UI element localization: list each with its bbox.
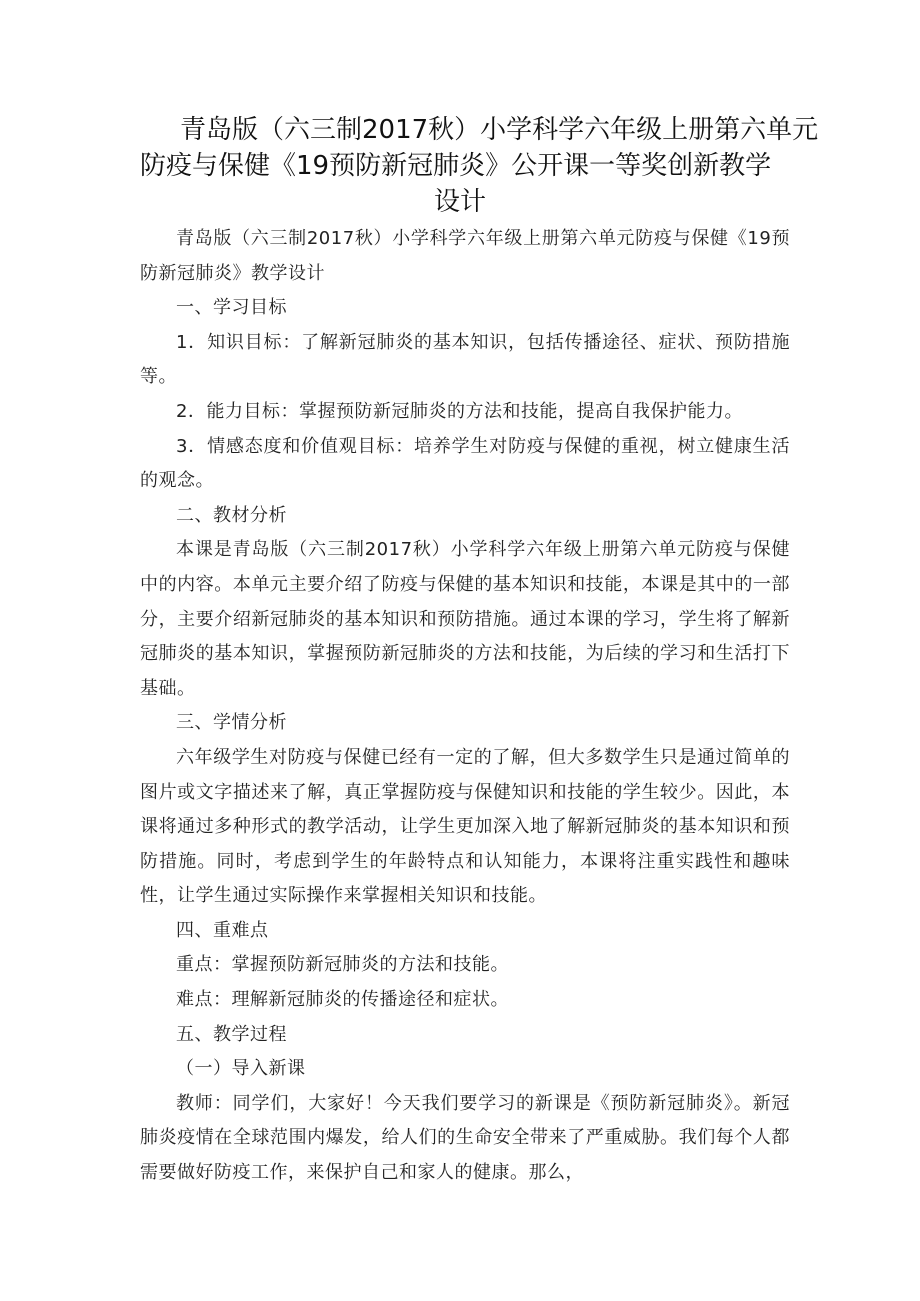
paragraph-teacher-speech: 教师：同学们，大家好！今天我们要学习的新课是《预防新冠肺炎》。新冠肺炎疫情在全球范围内爆发，给人们的生命安全带来了严重威胁。我们每个人都需要做好防疫工作，来保护自己和家人的健康。那么， — [140, 1092, 790, 1184]
section-heading-students: 三、学情分析 — [176, 712, 287, 734]
title-line-3: 设计 — [433, 187, 486, 217]
document-title — [140, 112, 819, 220]
section-heading-key-points: 四、重难点 — [176, 919, 269, 941]
paragraph-difficult-point: 难点：理解新冠肺炎的传播途径和症状。 — [176, 989, 509, 1011]
paragraph-intro: 青岛版（六三制2017秋）小学科学六年级上册第六单元防疫与保健《19预防新冠肺炎》教学设计 — [140, 228, 790, 284]
paragraph-key-point: 重点：掌握预防新冠肺炎的方法和技能。 — [176, 954, 509, 976]
title-line-1: 青岛版（六三制2017秋）小学科学六年级上册第六单元 — [180, 115, 819, 145]
paragraph-objective-attitude: 3．情感态度和价值观目标：培养学生对防疫与保健的重视，树立健康生活的观念。 — [140, 435, 790, 492]
section-heading-material: 二、教材分析 — [176, 504, 287, 526]
title-line-2: 防疫与保健《19预防新冠肺炎》公开课一等奖创新教学 — [140, 151, 772, 181]
section-heading-objectives: 一、学习目标 — [176, 297, 287, 319]
paragraph-students: 六年级学生对防疫与保健已经有一定的了解，但大多数学生只是通过简单的图片或文字描述来了解，真正掌握防疫与保健知识和技能的学生较少。因此，本课将通过多种形式的教学活动，让学生更加深入地了解新冠肺炎的基本知识和预防措施。同时，考虑到学生的年龄特点和认知能力，本课将注重实践性和趣味性，让学生通过实际操作来掌握相关知识和技能。 — [140, 746, 790, 907]
paragraph-objective-ability: 2．能力目标：掌握预防新冠肺炎的方法和技能，提高自我保护能力。 — [176, 400, 743, 422]
section-heading-process: 五、教学过程 — [176, 1023, 287, 1045]
document-body — [140, 222, 790, 1191]
subsection-heading-intro: （一）导入新课 — [176, 1058, 306, 1080]
paragraph-objective-knowledge: 1．知识目标：了解新冠肺炎的基本知识，包括传播途径、症状、预防措施等。 — [140, 331, 790, 388]
paragraph-material: 本课是青岛版（六三制2017秋）小学科学六年级上册第六单元防疫与保健中的内容。本单元主要介绍了防疫与保健的基本知识和技能，本课是其中的一部分，主要介绍新冠肺炎的基本知识和预防措施。通过本课的学习，学生将了解新冠肺炎的基本知识，掌握预防新冠肺炎的方法和技能，为后续的学习和生活打下基础。 — [140, 539, 790, 699]
